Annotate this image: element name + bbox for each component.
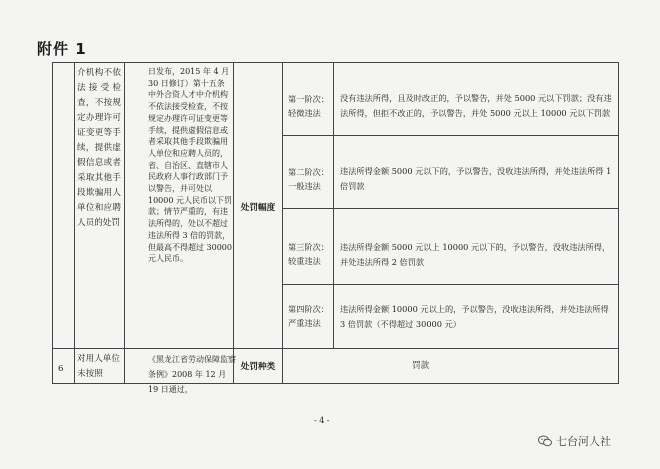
legal-basis-text: 日发布，2015 年 4 月 30 日修订）第十五条 中外合资人才中介机构不依法接受检查，不按规定办理许可证变更等手续，提供虚假信息或者采取其他手段欺骗用人单位和应聘人员的，省、自治区、直辖市人民政府人事行政部门予以警告，并可处以 10000 元人民币以下罚款；情节严重的，有违法所得的，处以不超过违法所得 3 倍的罚款，但最高不得超过 30000 元人民币。: [148, 67, 232, 264]
stage-1-label: 第一阶次：轻微违法: [288, 94, 329, 118]
col-line-2: [124, 62, 125, 383]
violation-description: 介机构不依法接受检查，不按规定办理许可证变更等手续，提供虚假信息或者采取其他手段欺骗用人单位和应聘人员的处罚: [77, 68, 121, 228]
col-line-6: [618, 62, 619, 383]
col-line-0: [52, 62, 53, 383]
row-separator: [52, 348, 619, 349]
stage-separator-1: [282, 135, 618, 136]
penalty-range-label: 处罚幅度: [240, 203, 276, 213]
stage-4-label: 第四阶次：严重违法: [288, 304, 329, 328]
stage-4-description: 违法所得金额 10000 元以上的，予以警告，没收违法所得，并处违法所得 3 倍罚款（不得超过 30000 元）: [340, 304, 609, 329]
col-line-1: [74, 62, 75, 383]
row6-legal-basis: 《黑龙江省劳动保障监察条例》2008 年 12 月 19 日通过，: [148, 355, 236, 394]
row-number: 6: [58, 364, 64, 374]
stage-2-label: 第二阶次：一般违法: [288, 167, 329, 191]
attachment-title: 附件 1: [37, 40, 87, 58]
page-number: - 4 -: [314, 416, 330, 425]
col-line-5: [333, 62, 334, 348]
col-line-4: [282, 62, 283, 383]
stage-separator-3: [282, 284, 618, 285]
stage-separator-2: [282, 208, 618, 209]
table-top-border: [52, 62, 619, 63]
penalty-type-value: 罚款: [412, 361, 430, 371]
stage-3-description: 违法所得金额 5000 元以上 10000 元以下的，予以警告，没收违法所得，并处违法所得 2 倍罚款: [340, 242, 611, 267]
stage-3-label: 第三阶次：较重违法: [288, 242, 329, 266]
stage-1-description: 没有违法所得，且及时改正的，予以警告，并处 5000 元以下罚款；没有违法所得，但拒不改正的，予以警告，并处 5000 元以上 10000 元以下罚款: [340, 93, 612, 118]
stage-2-description: 违法所得金额 5000 元以下的，予以警告，没收违法所得，并处违法所得 1 倍罚款: [340, 166, 612, 191]
watermark: [538, 433, 611, 449]
wechat-icon: [538, 435, 552, 447]
penalty-type-label: 处罚种类: [240, 362, 276, 372]
row6-violation: 对用人单位未按照: [77, 354, 120, 379]
table-bottom-border: [52, 383, 619, 384]
watermark-text: 七台河人社: [556, 435, 611, 448]
